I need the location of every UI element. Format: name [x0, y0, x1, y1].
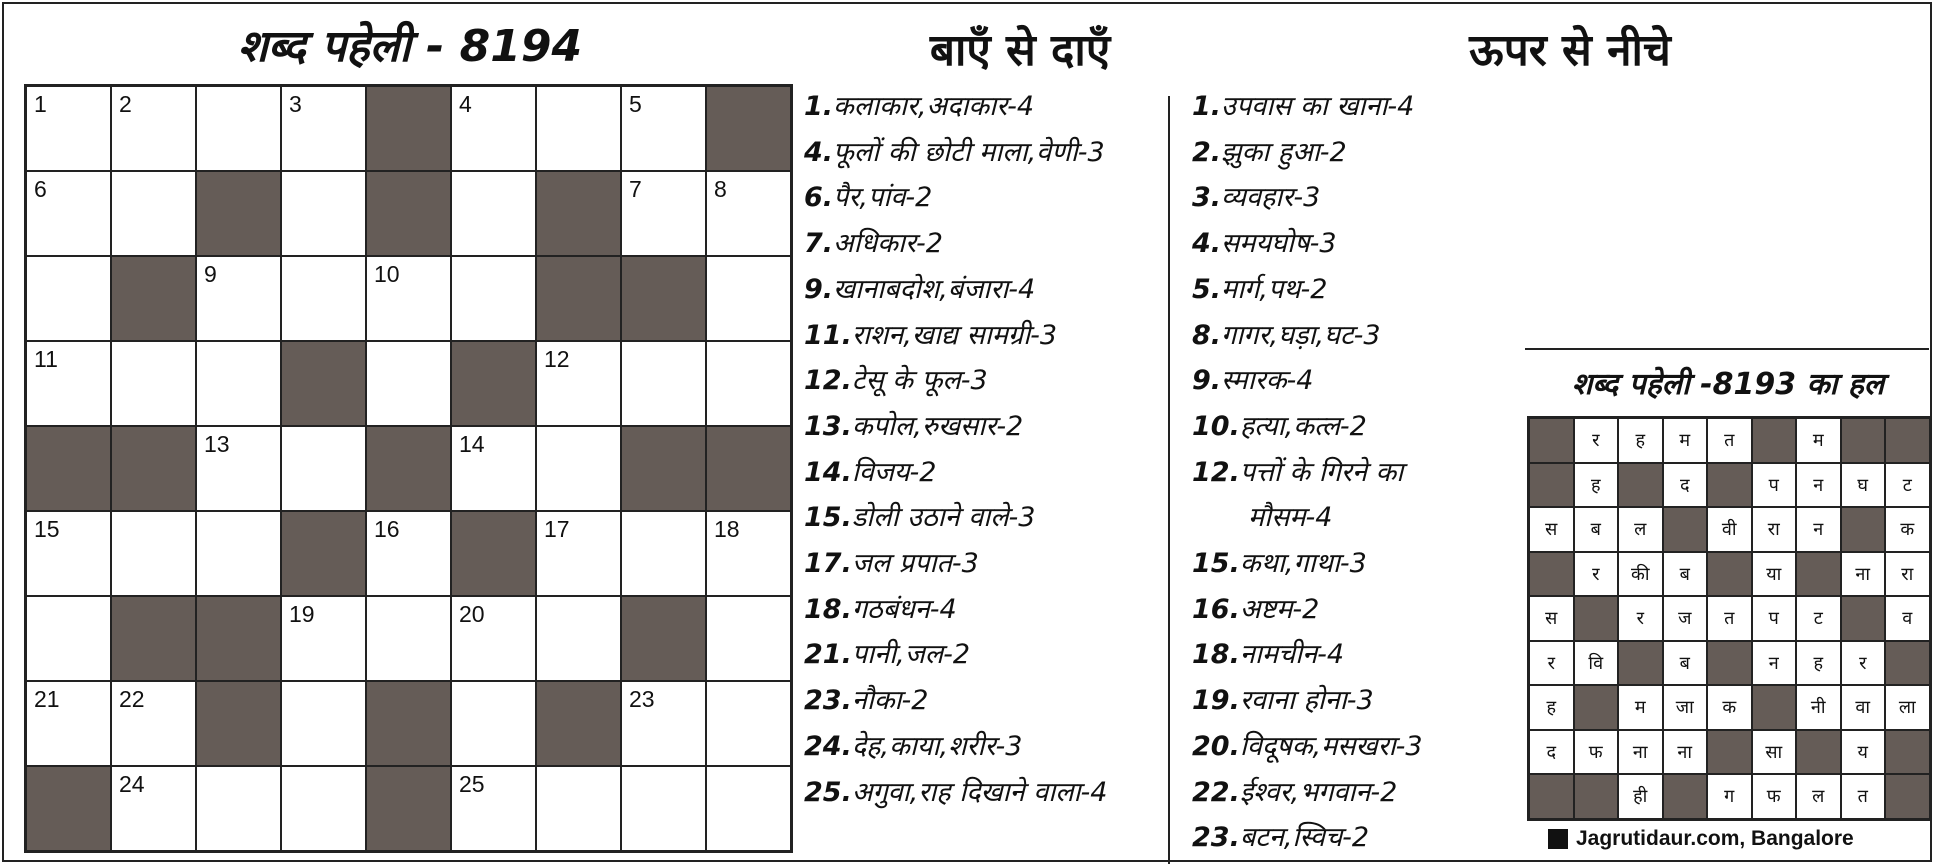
grid-cell[interactable]: [26, 511, 111, 596]
solution-cell: फ: [1752, 774, 1797, 819]
clue-text: नौका-2: [851, 685, 929, 717]
solution-cell-black: [1529, 418, 1574, 463]
solution-cell-black: [1885, 641, 1930, 686]
down-clue: [1192, 678, 1423, 724]
solution-divider: [1525, 348, 1929, 350]
clue-number: 8.: [1192, 319, 1222, 351]
down-clue: [1192, 221, 1423, 267]
grid-cell-black: [451, 341, 536, 426]
grid-cell[interactable]: [451, 86, 536, 171]
grid-cell-black: [281, 341, 366, 426]
grid-cell[interactable]: [536, 596, 621, 681]
clue-number: 9.: [804, 273, 834, 305]
clue-text: जल प्रपात-3: [851, 548, 979, 580]
solution-cell-black: [1885, 774, 1930, 819]
solution-cell: त: [1841, 774, 1886, 819]
grid-cell-black: [366, 766, 451, 851]
cell-number: 17: [544, 516, 570, 542]
down-clue: [1192, 313, 1423, 359]
across-clue-list: [804, 84, 1107, 815]
down-clue: [1192, 587, 1423, 633]
solution-grid: [1527, 416, 1932, 821]
clue-number: 18.: [804, 593, 852, 625]
grid-cell[interactable]: [706, 511, 791, 596]
solution-cell: ल: [1618, 507, 1663, 552]
across-heading: बाएँ से दाएँ: [929, 25, 1111, 76]
grid-cell[interactable]: [536, 426, 621, 511]
solution-cell: व: [1885, 596, 1930, 641]
grid-cell-black: [366, 681, 451, 766]
grid-cell[interactable]: [281, 256, 366, 341]
solution-cell: घ: [1841, 463, 1886, 508]
grid-cell[interactable]: [281, 426, 366, 511]
cell-number: 1: [34, 91, 47, 117]
clue-number: 12.: [1192, 456, 1240, 488]
across-clue: [804, 221, 1107, 267]
grid-cell[interactable]: [366, 341, 451, 426]
grid-cell[interactable]: [26, 596, 111, 681]
clue-number: 4.: [1192, 228, 1222, 260]
grid-cell[interactable]: [621, 341, 706, 426]
across-clue: [804, 450, 1107, 496]
grid-cell[interactable]: [451, 171, 536, 256]
grid-cell[interactable]: [196, 426, 281, 511]
grid-cell[interactable]: [281, 766, 366, 851]
grid-cell[interactable]: [706, 341, 791, 426]
grid-cell[interactable]: [536, 341, 621, 426]
solution-cell: ह: [1529, 685, 1574, 730]
solution-cell-black: [1841, 596, 1886, 641]
solution-cell: ज: [1663, 596, 1708, 641]
clue-number: 2.: [1192, 136, 1222, 168]
grid-cell-black: [281, 511, 366, 596]
clue-text: देह,काया,शरीर-3: [851, 730, 1023, 762]
clue-text: अगुवा,राह दिखाने वाला-4: [851, 776, 1108, 808]
clue-text: पत्तों के गिरने का: [1239, 456, 1404, 488]
clue-text: समयघोष-3: [1221, 228, 1337, 260]
grid-cell[interactable]: [451, 596, 536, 681]
solution-cell: न: [1752, 641, 1797, 686]
solution-cell: रा: [1885, 552, 1930, 597]
grid-cell-black: [451, 511, 536, 596]
clue-text: उपवास का खाना-4: [1221, 91, 1415, 122]
across-clue: [804, 313, 1107, 359]
down-clue: [1192, 450, 1423, 496]
down-clue: [1192, 724, 1423, 770]
grid-cell[interactable]: [366, 256, 451, 341]
solution-cell: ब: [1663, 552, 1708, 597]
solution-cell: ला: [1885, 685, 1930, 730]
cell-number: 8: [714, 176, 727, 202]
cell-number: 7: [629, 176, 642, 202]
down-clue: [1192, 495, 1423, 541]
solution-cell: र: [1529, 641, 1574, 686]
cell-number: 9: [204, 261, 217, 287]
down-clue: [1192, 404, 1423, 450]
solution-cell-black: [1618, 463, 1663, 508]
grid-cell[interactable]: [111, 511, 196, 596]
clue-number: 25.: [804, 776, 852, 808]
solution-cell-black: [1796, 552, 1841, 597]
cell-number: 21: [34, 686, 60, 712]
clue-number: 23.: [1192, 822, 1240, 854]
grid-cell-black: [196, 681, 281, 766]
grid-cell[interactable]: [451, 766, 536, 851]
solution-cell-black: [1707, 730, 1752, 775]
down-clue: [1192, 541, 1423, 587]
solution-cell-black: [1574, 685, 1619, 730]
cell-number: 24: [119, 771, 145, 797]
grid-cell[interactable]: [366, 511, 451, 596]
cell-number: 2: [119, 91, 132, 117]
clue-number: 5.: [1192, 273, 1222, 305]
solution-cell: ना: [1841, 552, 1886, 597]
down-clue: [1192, 130, 1423, 176]
grid-cell[interactable]: [111, 341, 196, 426]
grid-cell-black: [366, 171, 451, 256]
grid-cell-black: [111, 256, 196, 341]
solution-cell: वि: [1574, 641, 1619, 686]
across-clue: [804, 84, 1107, 130]
across-clue: [804, 770, 1107, 816]
clue-text: कलाकार,अदाकार-4: [833, 91, 1035, 122]
solution-cell: वा: [1841, 685, 1886, 730]
column-divider: [1168, 96, 1170, 864]
solution-cell: सा: [1752, 730, 1797, 775]
grid-cell[interactable]: [706, 766, 791, 851]
cell-number: 6: [34, 176, 47, 202]
grid-cell[interactable]: [281, 86, 366, 171]
clue-text: गागर,घड़ा,घट-3: [1221, 319, 1381, 351]
clue-number: 9.: [1192, 365, 1222, 397]
clue-number: 14.: [804, 456, 852, 488]
solution-cell: ही: [1618, 774, 1663, 819]
solution-cell: र: [1841, 641, 1886, 686]
grid-cell[interactable]: [451, 256, 536, 341]
solution-cell: र: [1618, 596, 1663, 641]
grid-cell[interactable]: [281, 171, 366, 256]
crossword-grid: [24, 84, 793, 853]
clue-text: पैर,पांव-2: [833, 182, 933, 214]
clue-number: 24.: [804, 730, 852, 762]
clue-text: विजय-2: [851, 456, 937, 488]
clue-number: 11.: [804, 319, 852, 351]
down-clue: [1192, 84, 1423, 130]
solution-cell-black: [1841, 418, 1886, 463]
grid-cell[interactable]: [196, 256, 281, 341]
cell-number: 3: [289, 91, 302, 117]
cell-number: 16: [374, 516, 400, 542]
grid-cell[interactable]: [536, 86, 621, 171]
grid-cell[interactable]: [621, 511, 706, 596]
solution-cell: जा: [1663, 685, 1708, 730]
grid-cell[interactable]: [26, 681, 111, 766]
solution-cell: ग: [1707, 774, 1752, 819]
solution-cell-black: [1796, 730, 1841, 775]
grid-cell[interactable]: [26, 86, 111, 171]
solution-cell: द: [1663, 463, 1708, 508]
grid-cell-black: [196, 171, 281, 256]
grid-cell[interactable]: [26, 341, 111, 426]
solution-cell: य: [1841, 730, 1886, 775]
down-heading: ऊपर से नीचे: [1469, 25, 1671, 76]
solution-cell: म: [1663, 418, 1708, 463]
clue-number: 19.: [1192, 685, 1240, 717]
grid-cell[interactable]: [706, 681, 791, 766]
clue-text: कथा,गाथा-3: [1239, 548, 1367, 580]
solution-cell-black: [1841, 507, 1886, 552]
clue-number: 18.: [1192, 639, 1240, 671]
clue-number: 21.: [804, 639, 852, 671]
solution-cell: र: [1574, 552, 1619, 597]
solution-cell: रा: [1752, 507, 1797, 552]
cell-number: 20: [459, 601, 485, 627]
cell-number: 4: [459, 91, 472, 117]
solution-cell-black: [1707, 552, 1752, 597]
grid-cell-black: [621, 256, 706, 341]
clue-number: 7.: [804, 228, 834, 260]
clue-number: 16.: [1192, 593, 1240, 625]
cell-number: 12: [544, 346, 570, 372]
clue-number: 20.: [1192, 730, 1240, 762]
clue-text: नामचीन-4: [1239, 639, 1345, 671]
grid-cell-black: [536, 171, 621, 256]
clue-text: व्यवहार-3: [1221, 182, 1321, 214]
solution-cell: की: [1618, 552, 1663, 597]
down-clue: [1192, 815, 1423, 861]
grid-cell[interactable]: [26, 171, 111, 256]
cell-number: 22: [119, 686, 145, 712]
grid-cell[interactable]: [196, 511, 281, 596]
solution-cell: क: [1707, 685, 1752, 730]
clue-text: मौसम-4: [1248, 502, 1333, 534]
solution-cell-black: [1885, 418, 1930, 463]
solution-cell: फ: [1574, 730, 1619, 775]
solution-cell-black: [1707, 463, 1752, 508]
grid-cell[interactable]: [196, 341, 281, 426]
solution-cell-black: [1752, 418, 1797, 463]
clue-text: राशन,खाद्य सामग्री-3: [851, 319, 1058, 351]
solution-title: शब्द पहेली -8193 का हल: [1571, 367, 1885, 402]
across-clue: [804, 358, 1107, 404]
solution-cell: ह: [1574, 463, 1619, 508]
cell-number: 13: [204, 431, 230, 457]
clue-number: 1.: [804, 91, 834, 122]
grid-cell-black: [26, 426, 111, 511]
cell-number: 14: [459, 431, 485, 457]
solution-cell: वी: [1707, 507, 1752, 552]
solution-cell: द: [1529, 730, 1574, 775]
grid-cell[interactable]: [111, 681, 196, 766]
solution-cell: क: [1885, 507, 1930, 552]
solution-cell-black: [1529, 463, 1574, 508]
solution-cell: ब: [1663, 641, 1708, 686]
grid-cell-black: [366, 86, 451, 171]
grid-cell[interactable]: [196, 766, 281, 851]
clue-text: अधिकार-2: [833, 228, 943, 260]
clue-number: 4.: [804, 136, 834, 168]
grid-cell[interactable]: [536, 766, 621, 851]
grid-cell-black: [366, 426, 451, 511]
cell-number: 18: [714, 516, 740, 542]
down-clue: [1192, 358, 1423, 404]
solution-cell: त: [1707, 596, 1752, 641]
solution-cell-black: [1618, 641, 1663, 686]
clue-number: 1.: [1192, 91, 1222, 122]
solution-cell: र: [1574, 418, 1619, 463]
grid-cell[interactable]: [621, 766, 706, 851]
brand-text: Jagrutidaur.com, Bangalore: [1576, 827, 1854, 850]
cell-number: 15: [34, 516, 60, 542]
clue-number: 3.: [1192, 182, 1222, 214]
grid-cell[interactable]: [281, 596, 366, 681]
solution-cell: त: [1707, 418, 1752, 463]
clue-text: रवाना होना-3: [1239, 685, 1374, 717]
solution-cell: ह: [1618, 418, 1663, 463]
solution-cell: प: [1752, 596, 1797, 641]
grid-cell[interactable]: [451, 426, 536, 511]
across-clue: [804, 632, 1107, 678]
cell-number: 10: [374, 261, 400, 287]
solution-cell: ना: [1618, 730, 1663, 775]
solution-cell-black: [1663, 774, 1708, 819]
grid-cell[interactable]: [196, 86, 281, 171]
solution-cell: स: [1529, 596, 1574, 641]
grid-cell[interactable]: [111, 171, 196, 256]
grid-cell-black: [536, 256, 621, 341]
solution-cell: नी: [1796, 685, 1841, 730]
solution-cell: ना: [1663, 730, 1708, 775]
grid-cell[interactable]: [536, 511, 621, 596]
clue-number: 6.: [804, 182, 834, 214]
grid-cell-black: [196, 596, 281, 681]
across-clue: [804, 130, 1107, 176]
cell-number: 19: [289, 601, 315, 627]
solution-cell: ट: [1796, 596, 1841, 641]
grid-cell-black: [706, 426, 791, 511]
grid-cell[interactable]: [706, 596, 791, 681]
across-clue: [804, 587, 1107, 633]
grid-cell[interactable]: [621, 171, 706, 256]
solution-cell-black: [1574, 774, 1619, 819]
clue-text: ईश्वर,भगवान-2: [1239, 776, 1398, 808]
clue-text: टेसू के फूल-3: [851, 365, 988, 397]
clue-text: पानी,जल-2: [851, 639, 970, 671]
grid-cell-black: [706, 86, 791, 171]
solution-cell: या: [1752, 552, 1797, 597]
clue-text: डोली उठाने वाले-3: [851, 502, 1036, 534]
grid-cell[interactable]: [111, 766, 196, 851]
grid-cell-black: [621, 426, 706, 511]
grid-cell[interactable]: [706, 256, 791, 341]
cell-number: 25: [459, 771, 485, 797]
grid-cell-black: [111, 596, 196, 681]
grid-cell[interactable]: [111, 86, 196, 171]
clue-text: बटन,स्विच-2: [1239, 822, 1370, 854]
clue-text: हत्या,कत्ल-2: [1239, 410, 1367, 442]
cell-number: 11: [34, 346, 58, 372]
down-clue: [1192, 267, 1423, 313]
clue-number: 17.: [804, 548, 852, 580]
cell-number: 23: [629, 686, 655, 712]
cell-number: 5: [629, 91, 642, 117]
clue-text: स्मारक-4: [1221, 365, 1314, 397]
solution-cell: स: [1529, 507, 1574, 552]
across-clue: [804, 678, 1107, 724]
across-clue: [804, 724, 1107, 770]
clue-text: अष्टम-2: [1239, 593, 1320, 625]
solution-cell: प: [1752, 463, 1797, 508]
clue-text: फूलों की छोटी माला,वेणी-3: [833, 136, 1105, 168]
grid-cell[interactable]: [451, 681, 536, 766]
grid-cell-black: [111, 426, 196, 511]
solution-cell: ह: [1796, 641, 1841, 686]
grid-cell[interactable]: [706, 171, 791, 256]
solution-cell: न: [1796, 463, 1841, 508]
clue-number: 13.: [804, 410, 852, 442]
grid-cell[interactable]: [26, 256, 111, 341]
clue-number: 12.: [804, 365, 852, 397]
clue-text: कपोल,रुखसार-2: [851, 410, 1024, 442]
across-clue: [804, 404, 1107, 450]
across-clue: [804, 175, 1107, 221]
across-clue: [804, 541, 1107, 587]
solution-cell: ट: [1885, 463, 1930, 508]
solution-cell: न: [1796, 507, 1841, 552]
clue-number: 15.: [804, 502, 852, 534]
across-clue: [804, 267, 1107, 313]
solution-cell-black: [1707, 641, 1752, 686]
down-clue: [1192, 175, 1423, 221]
solution-cell-black: [1529, 774, 1574, 819]
across-clue: [804, 495, 1107, 541]
solution-cell: ब: [1574, 507, 1619, 552]
solution-cell-black: [1574, 596, 1619, 641]
down-clue-list: [1192, 84, 1423, 861]
clue-number: 15.: [1192, 548, 1240, 580]
grid-cell[interactable]: [281, 681, 366, 766]
clue-text: विदूषक,मसखरा-3: [1239, 730, 1423, 762]
clue-text: झुका हुआ-2: [1221, 136, 1347, 168]
grid-cell[interactable]: [621, 86, 706, 171]
solution-cell: म: [1618, 685, 1663, 730]
clue-number: 23.: [804, 685, 852, 717]
clue-number: 22.: [1192, 776, 1240, 808]
down-clue: [1192, 770, 1423, 816]
down-clue: [1192, 632, 1423, 678]
grid-cell[interactable]: [366, 596, 451, 681]
grid-cell-black: [536, 681, 621, 766]
solution-cell-black: [1885, 730, 1930, 775]
grid-cell-black: [621, 596, 706, 681]
solution-cell-black: [1529, 552, 1574, 597]
solution-cell-black: [1663, 507, 1708, 552]
brand-footer: [1548, 827, 1854, 851]
solution-cell: म: [1796, 418, 1841, 463]
grid-cell-black: [26, 766, 111, 851]
solution-cell: ल: [1796, 774, 1841, 819]
grid-cell[interactable]: [621, 681, 706, 766]
clue-text: गठबंधन-4: [851, 593, 957, 625]
square-icon: [1548, 829, 1568, 849]
clue-number: 10.: [1192, 410, 1240, 442]
solution-cell-black: [1752, 685, 1797, 730]
clue-text: खानाबदोश,बंजारा-4: [833, 273, 1036, 305]
clue-text: मार्ग,पथ-2: [1221, 273, 1328, 305]
puzzle-title: शब्द पहेली - 8194: [237, 21, 583, 72]
